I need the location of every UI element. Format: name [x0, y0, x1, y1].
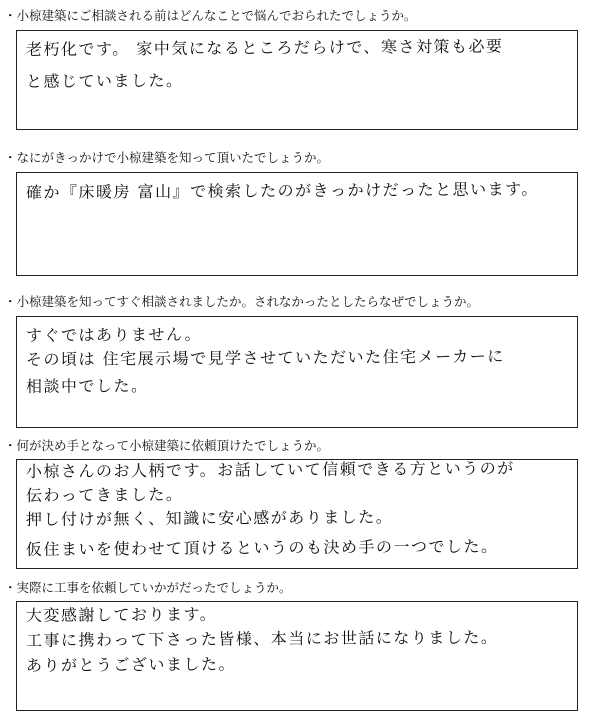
answer-2-line-1: 確か『床暖房 富山』で検索したのがきっかけだったと思います。	[25, 179, 539, 202]
answer-4-line-2: 伝わってきました。	[25, 484, 184, 505]
answer-4-line-1: 小椋さんのお人柄です。お話していて信頼できる方というのが	[25, 458, 515, 481]
question-2: ・なにがきっかけで小椋建築を知って頂いたでしょうか。	[4, 150, 330, 165]
answer-5-line-1: 大変感謝しております。	[25, 604, 218, 625]
answer-1-line-2: と感じていました。	[25, 70, 184, 91]
question-4: ・何が決め手となって小椋建築に依頼頂けたでしょうか。	[4, 438, 330, 453]
answer-3-line-1: すぐではありません。	[25, 324, 203, 345]
answer-5-line-3: ありがとうございました。	[25, 654, 237, 675]
answer-4-line-3: 押し付けが無く、知識に安心感がありました。	[25, 507, 394, 529]
answer-3-line-2: その頃は 住宅展示場で見学させていただいた住宅メーカーに	[25, 346, 505, 369]
answer-3-line-3: 相談中でした。	[25, 376, 149, 396]
answer-4-line-4: 仮住まいを使わせて頂けるというのも決め手の一つでした。	[25, 536, 499, 559]
question-3: ・小椋建築を知ってすぐ相談されましたか。されなかったとしたらなぜでしょうか。	[4, 294, 480, 309]
answer-5-line-2: 工事に携わって下さった皆様、本当にお世話になりました。	[25, 627, 499, 650]
answer-1-line-1: 老朽化です。 家中気になるところだらけで、寒さ対策も必要	[25, 36, 504, 59]
question-1: ・小椋建築にご相談される前はどんなことで悩んでおられたでしょうか。	[4, 8, 417, 23]
question-5: ・実際に工事を依頼していかがだったでしょうか。	[4, 580, 292, 595]
